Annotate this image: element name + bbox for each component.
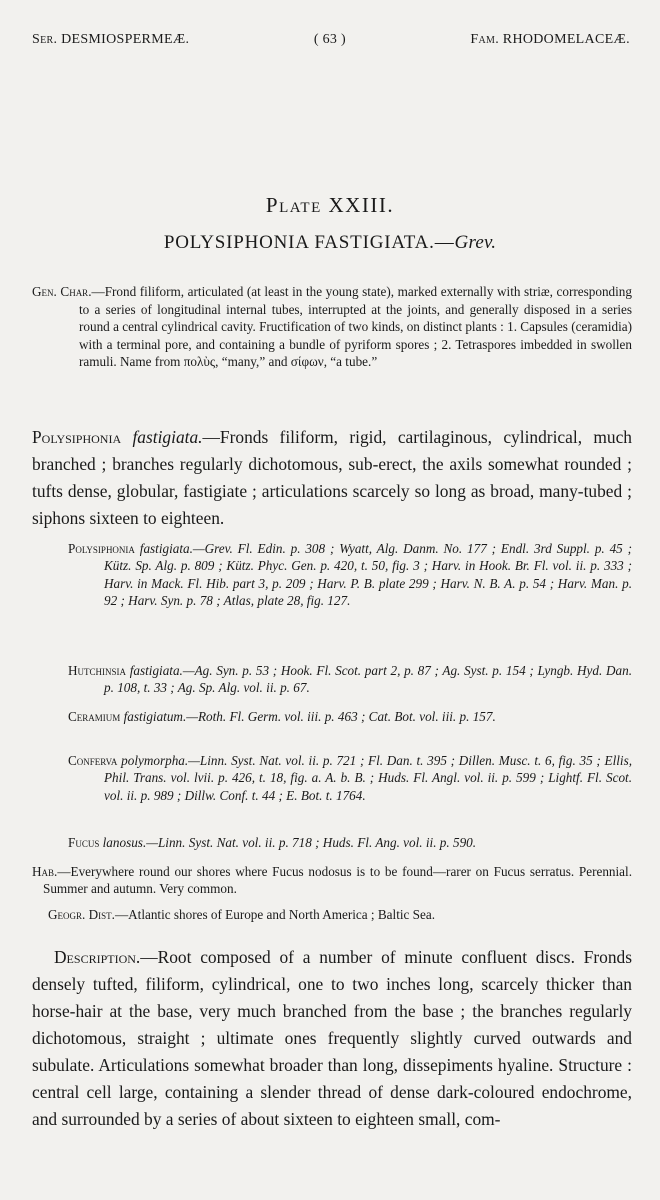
header-family: Fam. RHODOMELACEÆ. <box>470 32 630 47</box>
synonym-citation: lanosus.—Linn. Syst. Nat. vol. ii. p. 718 ; Huds. Fl. Ang. vol. ii. p. 590. <box>102 835 477 850</box>
synonym-genus: Hutchinsia <box>68 663 127 678</box>
synonym-genus: Fucus <box>68 835 100 850</box>
gen-char-label: Gen. Char. <box>32 284 92 299</box>
synonym-citation: fastigiata.—Ag. Syn. p. 53 ; Hook. Fl. Scot. part 2, p. 87 ; Ag. Syst. p. 154 ; Lyngb. Hyd. Dan. p. 108, t. 33 ; Ag. Sp. Alg. vol. ii. p. 67. <box>104 663 632 696</box>
habitat <box>32 863 632 898</box>
synonym-genus: Conferva <box>68 753 118 768</box>
synonym-citation: fastigiatum.—Roth. Fl. Germ. vol. iii. p. 463 ; Cat. Bot. vol. iii. p. 157. <box>123 709 496 724</box>
header-series: Ser. DESMIOSPERMEÆ. <box>32 32 190 47</box>
hab-label: Hab. <box>32 864 58 879</box>
plate-title: Plate XXIII. <box>265 193 395 217</box>
species-title <box>0 232 660 254</box>
description <box>32 944 632 1133</box>
description-text: —Root composed of a number of minute confluent discs. Fronds densely tufted, filiform, cylindrical, one to two inches long, scarcely thicker than horse-hair at the base, very much branched from the base ; the branches regularly dichotomous, straight ; ultimate ones frequently slightly curved outwards and subulate. Articulations somewhat broader than long, dissepiments hyaline. Structure : central cell large, containing a slender thread of dense dark-coloured endochrome, and surrounded by a series of about sixteen to eighteen small, com- <box>32 947 632 1129</box>
running-header <box>32 32 630 48</box>
synonym-citation: fastigiata.—Grev. Fl. Edin. p. 308 ; Wyatt, Alg. Danm. No. 177 ; Endl. 3rd Suppl. p. 45 ; Kütz. Sp. Alg. p. 809 ; Kütz. Phyc. Gen. p. 420, t. 50, fig. 3 ; Harv. in Hook. Br. Fl. vol. ii. p. 333 ; Harv. in Mack. Fl. Hib. part 3, p. 209 ; Harv. P. B. plate 299 ; Harv. N. B. A. p. 54 ; Harv. Man. p. 92 ; Harv. Syn. p. 78 ; Atlas, plate 28, fig. 127. <box>104 541 632 609</box>
species-diagnosis <box>32 424 632 532</box>
synonym-entry <box>68 752 632 804</box>
hab-text: —Everywhere round our shores where Fucus nodosus is to be found—rarer on Fucus serratus. Perennial. Summer and autumn. Very common. <box>43 864 632 897</box>
species-name: POLYSIPHONIA FASTIGIATA.— <box>163 232 455 253</box>
synonym-genus: Polysiphonia <box>68 541 135 556</box>
synonym-citation: polymorpha.—Linn. Syst. Nat. vol. ii. p. 721 ; Fl. Dan. t. 395 ; Dillen. Musc. t. 6, fig. 35 ; Ellis, Phil. Trans. vol. lvii. p. 426, t. 18, fig. a. A. b. B. ; Huds. Fl. Angl. vol. ii. p. 599 ; Lightf. Fl. Scot. vol. ii. p. 989 ; Dillw. Conf. t. 44 ; E. Bot. t. 1764. <box>104 753 632 803</box>
description-label: Description. <box>54 947 141 967</box>
species-author: Grev. <box>454 232 497 253</box>
synonym-genus: Ceramium <box>68 709 121 724</box>
geographic-distribution <box>48 906 632 923</box>
synonym-entry <box>68 540 632 610</box>
synonym-entry <box>68 708 632 725</box>
diagnosis-epithet: fastigiata. <box>132 427 203 447</box>
synonym-entry <box>68 834 632 851</box>
generic-character <box>32 283 632 371</box>
gen-char-text: —Frond filiform, articulated (at least in the young state), marked externally with striæ, corresponding to a series of longitudinal internal tubes, interrupted at the joints, and generally disposed in a series round a central cylindrical cavity. Fructification of two kinds, on distinct plants : 1. Capsules (ceramidia) with a terminal pore, and containing a bundle of pyriform spores ; 2. Tetraspores imbedded in swollen ramuli. Name from πολὺς, “many,” and σίφων, “a tube.” <box>79 284 632 370</box>
synonym-entry <box>68 662 632 697</box>
geogr-text: —Atlantic shores of Europe and North America ; Baltic Sea. <box>114 907 436 922</box>
diagnosis-text: —Fronds filiform, rigid, cartilaginous, cylindrical, much branched ; branches regularly dichotomous, sub-erect, the axils somewhat rounded ; tufts dense, globular, fastigiate ; articulations scarcely so long as broad, many-tubed ; siphons sixteen to eighteen. <box>32 427 632 528</box>
geogr-label: Geogr. Dist. <box>48 907 115 922</box>
page-number: ( 63 ) <box>313 32 346 47</box>
diagnosis-genus: Polysiphonia <box>32 427 122 447</box>
